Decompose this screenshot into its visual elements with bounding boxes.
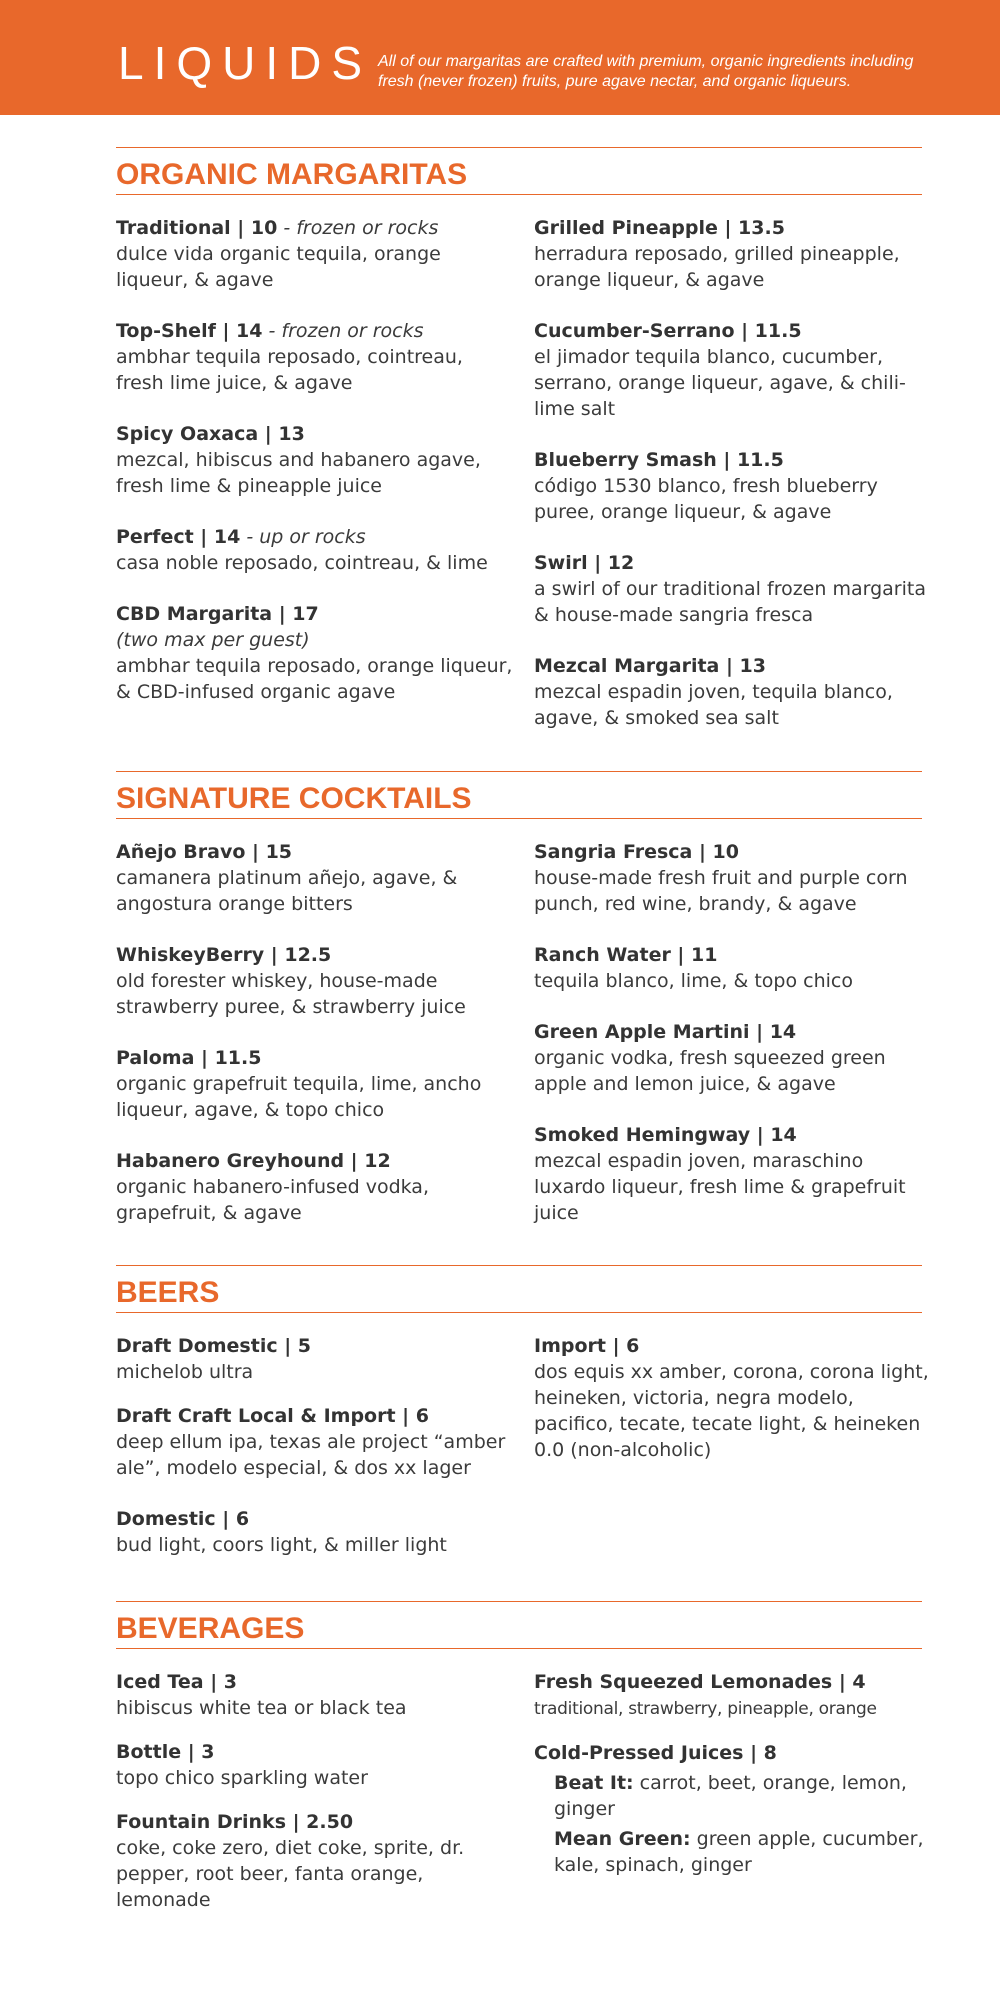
- section-signature-cocktails: [116, 771, 922, 1224]
- item-description: ambhar tequila reposado, orange liqueur, & CBD-infused organic agave: [116, 655, 513, 703]
- item-name: Draft Domestic | 5: [116, 1335, 311, 1357]
- menu-item: [534, 1669, 934, 1722]
- menu-item: [116, 524, 516, 576]
- item-description: a swirl of our traditional frozen margarita & house-made sangria fresca: [534, 578, 926, 626]
- item-name: Fresh Squeezed Lemonades | 4: [534, 1671, 866, 1693]
- item-description: camanera platinum añejo, agave, & angostura orange bitters: [116, 867, 458, 915]
- item-description: michelob ultra: [116, 1361, 254, 1383]
- menu-item: [116, 601, 516, 705]
- menu-item: [116, 1809, 516, 1913]
- menu-item: [534, 215, 934, 293]
- item-name: Draft Craft Local & Import | 6: [116, 1405, 429, 1427]
- menu-item: [534, 653, 934, 731]
- item-description: código 1530 blanco, fresh blueberry puree, orange liqueur, & agave: [534, 475, 878, 523]
- item-name: Blueberry Smash | 11.5: [534, 449, 784, 471]
- item-note: (two max per guest): [116, 629, 310, 651]
- juice-description: green apple, cucumber, kale, spinach, ginger: [554, 1828, 924, 1876]
- menu-item: [534, 1122, 934, 1226]
- menu-item: [116, 1506, 516, 1558]
- item-name: Añejo Bravo | 15: [116, 841, 293, 863]
- item-note: - frozen or rocks: [262, 320, 424, 342]
- item-name: CBD Margarita | 17: [116, 603, 319, 625]
- menu-item: [116, 1045, 516, 1123]
- item-name: Grilled Pineapple | 13.5: [534, 217, 785, 239]
- item-description: organic habanero-infused vodka, grapefruit, & agave: [116, 1176, 429, 1224]
- menu-item: [534, 550, 934, 628]
- item-description: el jimador tequila blanco, cucumber, serrano, orange liqueur, agave, & chili-lime salt: [534, 346, 906, 420]
- item-description: organic grapefruit tequila, lime, ancho liqueur, agave, & topo chico: [116, 1073, 482, 1121]
- item-description: mezcal espadin joven, tequila blanco, agave, & smoked sea salt: [534, 681, 893, 729]
- item-name: Perfect | 14: [116, 526, 241, 548]
- menu-item: [116, 1739, 516, 1791]
- item-name: Cold-Pressed Juices | 8: [534, 1742, 777, 1764]
- menu-item: [534, 942, 934, 994]
- menu-item: [534, 1740, 934, 1878]
- item-name: Sangria Fresca | 10: [534, 841, 739, 863]
- item-description: ambhar tequila reposado, cointreau, fresh lime juice, & agave: [116, 346, 463, 394]
- section-title: BEVERAGES: [116, 1601, 922, 1649]
- item-name: Import | 6: [534, 1335, 640, 1357]
- item-description: traditional, strawberry, pineapple, orange: [534, 1699, 877, 1719]
- menu-item: [534, 318, 934, 422]
- brand-logo: LIQUIDS: [118, 37, 373, 89]
- item-name: Smoked Hemingway | 14: [534, 1124, 797, 1146]
- juice-name: Mean Green:: [554, 1828, 691, 1850]
- item-description: mezcal espadin joven, maraschino luxardo liqueur, fresh lime & grapefruit juice: [534, 1150, 906, 1224]
- item-description: dulce vida organic tequila, orange liqueur, & agave: [116, 243, 441, 291]
- item-name: Bottle | 3: [116, 1741, 215, 1763]
- section-title: ORGANIC MARGARITAS: [116, 147, 922, 195]
- item-name: Fountain Drinks | 2.50: [116, 1811, 354, 1833]
- item-name: Cucumber-Serrano | 11.5: [534, 320, 802, 342]
- item-description: old forester whiskey, house-made strawberry puree, & strawberry juice: [116, 970, 466, 1018]
- header-tagline: All of our margaritas are crafted with premium, organic ingredients including fresh (never frozen) fruits, pure agave nectar, and organic liqueurs.: [378, 53, 914, 90]
- item-name: Iced Tea | 3: [116, 1671, 237, 1693]
- menu-header: [0, 0, 1000, 115]
- menu-item: [116, 318, 516, 396]
- item-description: coke, coke zero, diet coke, sprite, dr. pepper, root beer, fanta orange, lemonade: [116, 1837, 465, 1911]
- item-description: tequila blanco, lime, & topo chico: [534, 970, 853, 992]
- juice-option: [534, 1770, 934, 1822]
- item-description: mezcal, hibiscus and habanero agave, fresh lime & pineapple juice: [116, 449, 481, 497]
- section-beverages: [116, 1601, 924, 1911]
- item-description: topo chico sparkling water: [116, 1767, 368, 1789]
- item-note: - frozen or rocks: [277, 217, 439, 239]
- section-title: SIGNATURE COCKTAILS: [116, 771, 922, 819]
- juice-option: [534, 1826, 934, 1878]
- item-name: Swirl | 12: [534, 552, 635, 574]
- item-name: Paloma | 11.5: [116, 1047, 262, 1069]
- item-name: Ranch Water | 11: [534, 944, 718, 966]
- item-description: hibiscus white tea or black tea: [116, 1697, 407, 1719]
- menu-item: [534, 1333, 934, 1463]
- section-beers: [116, 1265, 929, 1556]
- item-name: Green Apple Martini | 14: [534, 1021, 797, 1043]
- item-description: deep ellum ipa, texas ale project “amber ale”, modelo especial, & dos xx lager: [116, 1431, 506, 1479]
- menu-item: [534, 447, 934, 525]
- menu-item: [116, 1148, 516, 1226]
- item-name: Top-Shelf | 14: [116, 320, 263, 342]
- menu-item: [116, 421, 516, 499]
- item-description: organic vodka, fresh squeezed green apple and lemon juice, & agave: [534, 1047, 886, 1095]
- item-name: Habanero Greyhound | 12: [116, 1150, 391, 1172]
- menu-item: [116, 942, 516, 1020]
- section-title: BEERS: [116, 1265, 922, 1313]
- menu-item: [116, 215, 516, 293]
- item-description: bud light, coors light, & miller light: [116, 1534, 447, 1556]
- item-name: Domestic | 6: [116, 1508, 250, 1530]
- menu-item: [116, 1403, 516, 1481]
- menu-item: [116, 1333, 516, 1385]
- item-note: - up or rocks: [240, 526, 366, 548]
- item-name: Traditional | 10: [116, 217, 278, 239]
- item-description: herradura reposado, grilled pineapple, orange liqueur, & agave: [534, 243, 900, 291]
- menu-item: [116, 839, 516, 917]
- section-organic-margaritas: [116, 147, 926, 729]
- item-name: Spicy Oaxaca | 13: [116, 423, 305, 445]
- item-name: WhiskeyBerry | 12.5: [116, 944, 332, 966]
- item-description: casa noble reposado, cointreau, & lime: [116, 552, 488, 574]
- menu-item: [534, 1019, 934, 1097]
- juice-description: carrot, beet, orange, lemon, ginger: [554, 1772, 907, 1820]
- menu-item: [534, 839, 934, 917]
- item-description: dos equis xx amber, corona, corona light, heineken, victoria, negra modelo, pacifico, tecate, tecate light, & heineken 0.0 (non-alcoholic): [534, 1361, 929, 1461]
- juice-name: Beat It:: [554, 1772, 634, 1794]
- menu-item: [116, 1669, 516, 1721]
- item-description: house-made fresh fruit and purple corn punch, red wine, brandy, & agave: [534, 867, 908, 915]
- item-name: Mezcal Margarita | 13: [534, 655, 766, 677]
